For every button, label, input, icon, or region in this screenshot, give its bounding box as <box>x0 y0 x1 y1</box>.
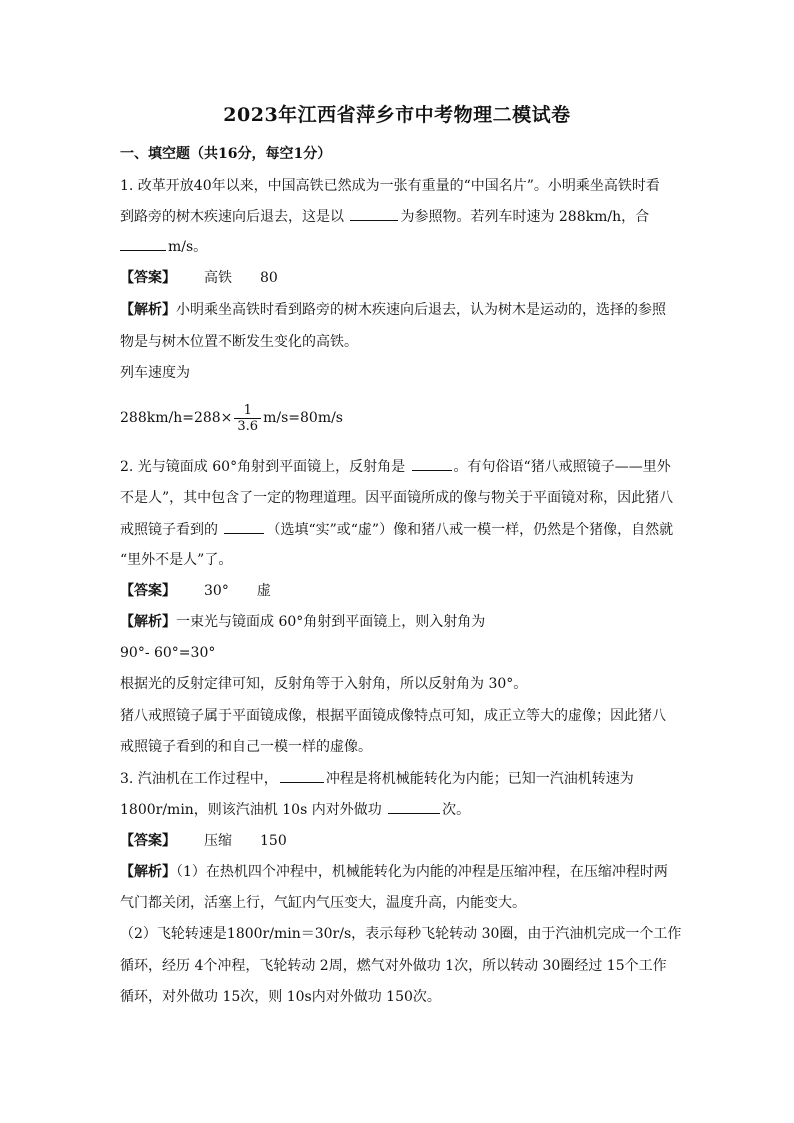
q2-line-3 <box>120 519 680 540</box>
q1-analysis-3: 列车速度为 <box>120 365 190 381</box>
q3-analysis-2: 气门都关闭，活塞上行，气缸内气压变大，温度升高，内能变大。 <box>120 895 526 911</box>
section-heading: 一、填空题（共16分，每空1分） <box>120 146 332 162</box>
q1-answer-2: 80 <box>260 270 278 286</box>
q3-analysis-1 <box>120 862 680 882</box>
q2-answer-1: 30° <box>204 583 229 599</box>
q2-line-3-text-a: 戒照镜子看到的 <box>120 522 223 538</box>
q2-line-2: 不是人”，其中包含了一定的物理道理。因平面镜所成的像与物关于平面镜对称，因此猪八 <box>120 490 674 506</box>
q3-blank-1 <box>280 768 324 783</box>
q3-analysis-label: 【解析】 <box>120 864 176 880</box>
q3-analysis-3: （2）飞轮转速是1800r/min＝30r/s，表示每秒飞轮转动 30圈，由于汽油机完成一个工作 <box>120 926 682 942</box>
q1-line-2-text-b: 为参照物。若列车时速为 288km/h，合 <box>400 209 650 225</box>
q1-line-1: 1. 改革开放40年以来，中国高铁已然成为一张有重量的“中国名片”。小明乘坐高铁时看 <box>120 178 660 194</box>
q1-line-3-text: m/s。 <box>168 239 208 255</box>
q1-line-3 <box>120 236 680 257</box>
q1-answer-label: 【答案】 <box>120 270 176 286</box>
q3-analysis-5: 循环，对外做功 15次，则 10s内对外做功 150次。 <box>120 989 441 1005</box>
q2-answer <box>120 581 680 601</box>
q3-line-1-text-b: 冲程是将机械能转化为内能；已知一汽油机转速为 <box>325 771 634 787</box>
q2-analysis-1 <box>120 612 680 632</box>
q3-line-2-text-a: 1800r/min，则该汽油机 10s 内对外做功 <box>120 802 387 818</box>
q2-line-4: “里外不是人”了。 <box>120 552 233 568</box>
page-title: 2023年江西省萍乡市中考物理二模试卷 <box>223 104 571 126</box>
q3-blank-2 <box>388 799 440 814</box>
q2-line-1-text-a: 2. 光与镜面成 60°角射到平面镜上，反射角是 <box>120 459 410 475</box>
q2-analysis-text-1: 一束光与镜面成 60°角射到平面镜上，则入射角为 <box>176 614 486 630</box>
q2-blank-1 <box>412 456 452 471</box>
q1-formula-right: m/s=80m/s <box>263 410 343 426</box>
q2-answer-2: 虚 <box>256 583 271 599</box>
q3-answer <box>120 831 680 851</box>
q2-analysis-3: 根据光的反射定律可知，反射角等于入射角，所以反射角为 30°。 <box>120 676 528 692</box>
q2-line-1-text-b: 。有句俗语“猪八戒照镜子——里外 <box>453 459 671 475</box>
q1-analysis-text-1: 小明乘坐高铁时看到路旁的树木疾速向后退去，认为树木是运动的，选择的参照 <box>176 302 666 318</box>
q3-analysis-text-1: （1）在热机四个冲程中，机械能转化为内能的冲程是压缩冲程，在压缩冲程时两 <box>176 864 668 880</box>
q1-blank-1 <box>350 206 398 221</box>
q3-line-2 <box>120 799 680 820</box>
q3-line-2-text-b: 次。 <box>442 802 471 818</box>
q1-analysis-label: 【解析】 <box>120 302 176 318</box>
q3-line-1 <box>120 768 680 789</box>
q1-formula-left: 288km/h=288× <box>120 410 233 426</box>
q2-analysis-2: 90°- 60°=30° <box>120 645 216 661</box>
q2-analysis-label: 【解析】 <box>120 614 176 630</box>
q3-answer-label: 【答案】 <box>120 833 176 849</box>
q2-analysis-4: 猪八戒照镜子属于平面镜成像，根据平面镜成像特点可知，成正立等大的虚像；因此猪八 <box>120 708 666 724</box>
q1-line-2 <box>120 206 680 227</box>
q1-line-2-text-a: 到路旁的树木疾速向后退去，这是以 <box>120 209 349 225</box>
q3-analysis-4: 循环，经历 4个冲程，飞轮转动 2周，燃气对外做功 1次，所以转动 30圈经过 15个工作 <box>120 958 667 974</box>
q2-analysis-5: 戒照镜子看到的和自己一模一样的虚像。 <box>120 739 372 755</box>
q2-line-3-text-b: （选填“实”或“虚”）像和猪八戒一模一样，仍然是个猪像，自然就 <box>266 522 674 538</box>
q1-formula-fraction <box>234 403 261 434</box>
q2-blank-2 <box>224 519 264 534</box>
q1-formula-denominator: 3.6 <box>234 418 261 434</box>
q1-formula <box>120 396 343 440</box>
q1-answer <box>120 268 680 288</box>
q3-answer-2: 150 <box>260 833 287 849</box>
q2-answer-label: 【答案】 <box>120 583 176 599</box>
q2-line-1 <box>120 456 680 477</box>
q3-answer-1: 压缩 <box>204 833 232 849</box>
q1-analysis-2: 物是与树木位置不断发生变化的高铁。 <box>120 334 358 350</box>
q1-formula-numerator: 1 <box>243 402 252 418</box>
q1-blank-2 <box>120 236 166 251</box>
q3-line-1-text-a: 3. 汽油机在工作过程中， <box>120 771 278 787</box>
q1-analysis-1 <box>120 300 680 320</box>
q1-answer-1: 高铁 <box>204 270 232 286</box>
